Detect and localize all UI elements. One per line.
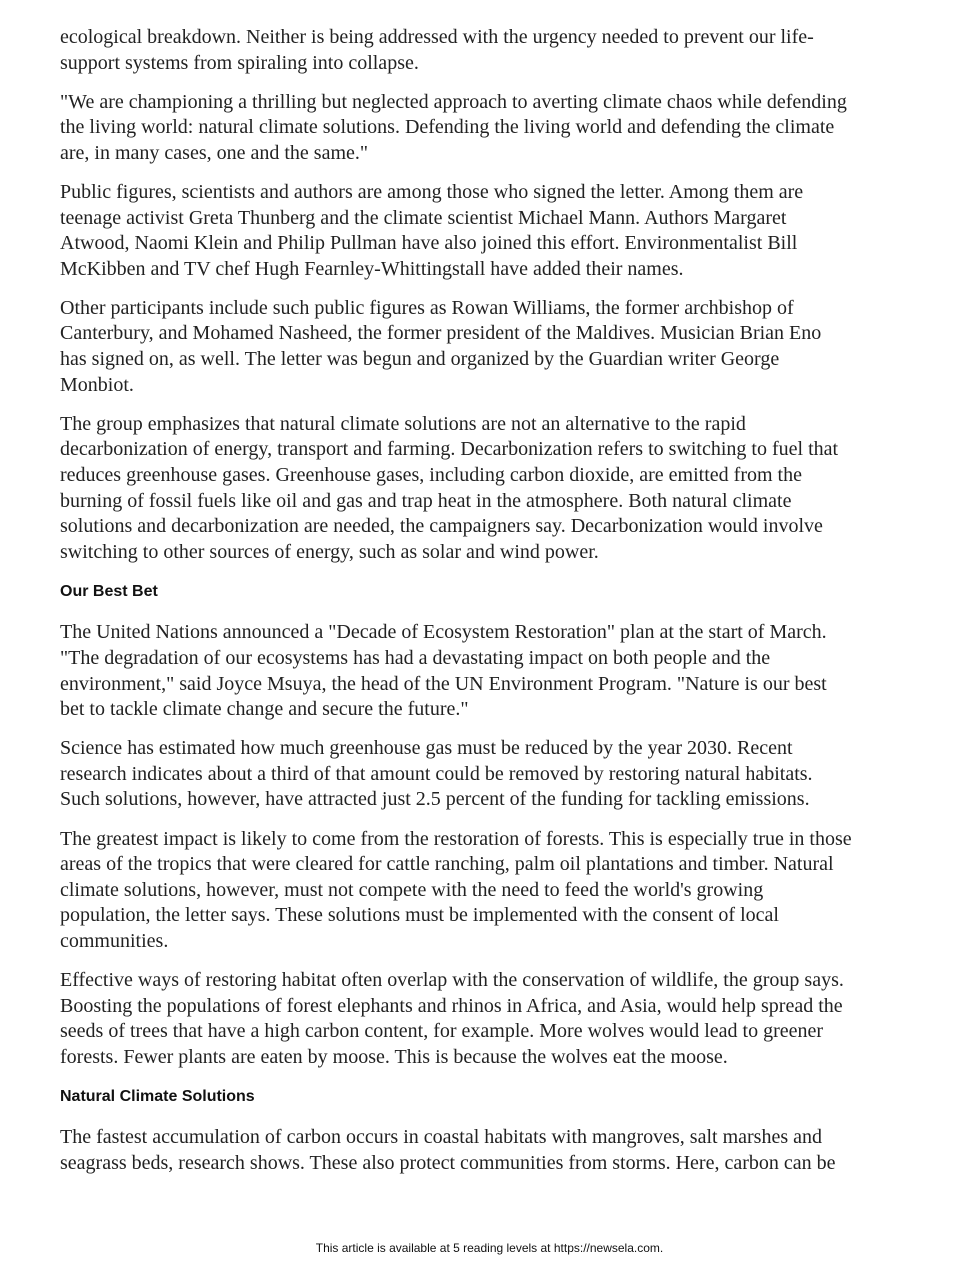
text-line: Effective ways of restoring habitat often overlap with the conservation of wildlife, the group says. bbox=[60, 969, 844, 991]
text-line: population, the letter says. These solutions must be implemented with the consent of local bbox=[60, 904, 779, 927]
text-line: are, in many cases, one and the same." bbox=[60, 141, 369, 164]
text-line: ecological breakdown. Neither is being addressed with the urgency needed to prevent our life- bbox=[60, 26, 814, 48]
text-line: "The degradation of our ecosystems has had a devastating impact on both people and the bbox=[60, 646, 771, 669]
text-line: The group emphasizes that natural climate solutions are not an alternative to the rapid bbox=[60, 412, 746, 435]
paragraph bbox=[60, 25, 930, 76]
text-line: has signed on, as well. The letter was begun and organized by the Guardian writer George bbox=[60, 348, 780, 371]
text-line: reduces greenhouse gases. Greenhouse gases, including carbon dioxide, are emitted from the bbox=[60, 463, 802, 486]
text-line: decarbonization of energy, transport and farming. Decarbonization refers to switching to fuel that bbox=[60, 438, 839, 461]
text-line: Boosting the populations of forest elephants and rhinos in Africa, and Asia, would help spread the bbox=[60, 994, 843, 1017]
text-line: solutions and decarbonization are needed, the campaigners say. Decarbonization would involve bbox=[60, 515, 823, 538]
text-line: Canterbury, and Mohamed Nasheed, the former president of the Maldives. Musician Brian Eno bbox=[60, 322, 822, 345]
text-line: climate solutions, however, must not compete with the need to feed the world's growing bbox=[60, 878, 764, 901]
paragraph bbox=[60, 1125, 930, 1176]
text-line: McKibben and TV chef Hugh Fearnley-Whittingstall have added their names. bbox=[60, 257, 684, 280]
text-line: The fastest accumulation of carbon occurs in coastal habitats with mangroves, salt marshes and bbox=[60, 1126, 822, 1149]
text-line: The United Nations announced a "Decade of Ecosystem Restoration" plan at the start of March. bbox=[60, 621, 827, 644]
paragraph bbox=[60, 827, 930, 955]
paragraph bbox=[60, 736, 930, 813]
text-line: communities. bbox=[60, 929, 169, 952]
paragraph bbox=[60, 296, 930, 398]
text-line: forests. Fewer plants are eaten by moose. This is because the wolves eat the moose. bbox=[60, 1045, 728, 1068]
text-line: The greatest impact is likely to come from the restoration of forests. This is especially true in those bbox=[60, 827, 852, 850]
text-line: research indicates about a third of that amount could be removed by restoring natural habitats. bbox=[60, 762, 813, 785]
text-line: the living world: natural climate solutions. Defending the living world and defending the climate bbox=[60, 116, 835, 139]
text-line: Monbiot. bbox=[60, 373, 134, 396]
text-line: Science has estimated how much greenhouse gas must be reduced by the year 2030. Recent bbox=[60, 737, 793, 760]
section-heading: Our Best Bet bbox=[60, 582, 158, 600]
text-line: seeds of trees that have a high carbon content, for example. More wolves would lead to greener bbox=[60, 1020, 824, 1043]
text-line: areas of the tropics that were cleared for cattle ranching, palm oil plantations and timber. Natural bbox=[60, 853, 834, 876]
text-line: environment," said Joyce Msuya, the head of the UN Environment Program. "Nature is our best bbox=[60, 672, 827, 695]
section-heading: Natural Climate Solutions bbox=[60, 1087, 255, 1105]
article-body bbox=[60, 25, 930, 1190]
text-line: teenage activist Greta Thunberg and the climate scientist Michael Mann. Authors Margaret bbox=[60, 206, 787, 229]
paragraph bbox=[60, 620, 930, 722]
text-line: "We are championing a thrilling but neglected approach to averting climate chaos while defending bbox=[60, 90, 847, 113]
text-line: Public figures, scientists and authors are among those who signed the letter. Among them are bbox=[60, 180, 804, 203]
paragraph bbox=[60, 968, 930, 1070]
text-line: support systems from spiraling into collapse. bbox=[60, 51, 419, 74]
footer-note: This article is available at 5 reading levels at https://newsela.com. bbox=[315, 1241, 664, 1255]
text-line: Atwood, Naomi Klein and Philip Pullman have also joined this effort. Environmentalist Bill bbox=[60, 232, 798, 255]
paragraph bbox=[60, 412, 930, 566]
text-line: burning of fossil fuels like oil and gas and trap heat in the atmosphere. Both natural climate bbox=[60, 489, 792, 512]
text-line: Such solutions, however, have attracted just 2.5 percent of the funding for tackling emissions. bbox=[60, 788, 810, 811]
text-line: bet to tackle climate change and secure the future." bbox=[60, 698, 469, 721]
paragraph bbox=[60, 180, 930, 282]
text-line: Other participants include such public figures as Rowan Williams, the former archbishop of bbox=[60, 296, 794, 319]
text-line: seagrass beds, research shows. These also protect communities from storms. Here, carbon can be bbox=[60, 1152, 836, 1175]
text-line: switching to other sources of energy, such as solar and wind power. bbox=[60, 540, 599, 563]
paragraph bbox=[60, 90, 930, 167]
